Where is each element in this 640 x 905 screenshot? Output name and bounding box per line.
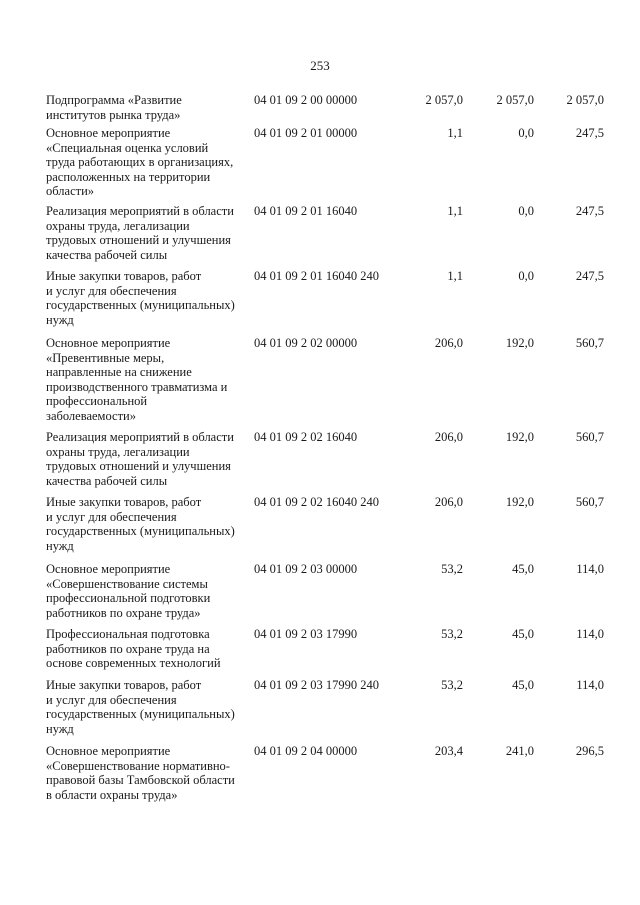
row-code: 04 01 09 2 03 17990 (254, 627, 358, 641)
row-description: Основное мероприятие «Совершенствование системы профессиональной подготовки работников по охране труда» (46, 562, 211, 620)
row-value-1: 206,0 (434, 430, 463, 444)
row-description: Основное мероприятие «Специальная оценка условий труда работающих в организациях, расположенных на территории области» (46, 126, 234, 199)
row-value-1: 1,1 (447, 204, 463, 218)
row-value-3: 560,7 (575, 336, 604, 350)
row-value-2: 0,0 (518, 269, 534, 283)
page-number: 253 (310, 58, 330, 73)
table-row (46, 430, 636, 495)
row-value-3: 247,5 (575, 126, 604, 140)
row-value-2: 2 057,0 (496, 93, 534, 107)
row-code: 04 01 09 2 02 16040 (254, 430, 358, 444)
row-code: 04 01 09 2 01 16040 240 (254, 269, 379, 283)
row-value-2: 45,0 (512, 627, 534, 641)
table-row (46, 93, 636, 126)
row-description: Профессиональная подготовка работников по охране труда на основе современных технологий (46, 627, 221, 671)
table-row (46, 336, 636, 430)
row-value-2: 45,0 (512, 678, 534, 692)
row-value-2: 0,0 (518, 126, 534, 140)
table-row (46, 744, 636, 810)
table-row (46, 126, 636, 204)
row-code: 04 01 09 2 00 00000 (254, 93, 358, 107)
row-description: Основное мероприятие «Превентивные меры, направленные на снижение производственного травматизма и профессиональной заболеваемости» (46, 336, 228, 423)
row-value-1: 1,1 (447, 126, 463, 140)
row-value-1: 206,0 (434, 495, 463, 509)
row-code: 04 01 09 2 03 17990 240 (254, 678, 379, 692)
row-value-2: 241,0 (505, 744, 534, 758)
row-code: 04 01 09 2 03 00000 (254, 562, 358, 576)
row-description: Иные закупки товаров, работ и услуг для обеспечения государственных (муниципальных) нужд (46, 269, 235, 327)
row-description: Иные закупки товаров, работ и услуг для обеспечения государственных (муниципальных) нужд (46, 678, 235, 736)
row-value-1: 2 057,0 (425, 93, 463, 107)
row-value-1: 53,2 (441, 562, 463, 576)
row-value-2: 192,0 (505, 430, 534, 444)
row-value-1: 53,2 (441, 678, 463, 692)
row-description: Реализация мероприятий в области охраны труда, легализации трудовых отношений и улучшения качества рабочей силы (46, 430, 234, 488)
row-code: 04 01 09 2 01 00000 (254, 126, 358, 140)
row-code: 04 01 09 2 04 00000 (254, 744, 358, 758)
table-row (46, 269, 636, 336)
table-row (46, 495, 636, 562)
row-value-3: 2 057,0 (566, 93, 604, 107)
row-value-2: 0,0 (518, 204, 534, 218)
row-description: Основное мероприятие «Совершенствование нормативно- правовой базы Тамбовской области в области охраны труда» (46, 744, 235, 802)
table-row (46, 204, 636, 269)
row-description: Реализация мероприятий в области охраны труда, легализации трудовых отношений и улучшения качества рабочей силы (46, 204, 234, 262)
row-code: 04 01 09 2 01 16040 (254, 204, 358, 218)
row-value-2: 45,0 (512, 562, 534, 576)
table-row (46, 627, 636, 678)
row-value-1: 206,0 (434, 336, 463, 350)
row-value-3: 247,5 (575, 204, 604, 218)
row-description: Иные закупки товаров, работ и услуг для обеспечения государственных (муниципальных) нужд (46, 495, 235, 553)
row-value-3: 114,0 (576, 627, 604, 641)
row-value-3: 296,5 (575, 744, 604, 758)
row-value-3: 560,7 (575, 430, 604, 444)
row-value-2: 192,0 (505, 495, 534, 509)
row-value-3: 114,0 (576, 678, 604, 692)
row-value-1: 53,2 (441, 627, 463, 641)
row-value-3: 114,0 (576, 562, 604, 576)
table-row (46, 562, 636, 627)
row-value-1: 203,4 (434, 744, 463, 758)
row-code: 04 01 09 2 02 16040 240 (254, 495, 379, 509)
row-value-1: 1,1 (447, 269, 463, 283)
row-value-3: 560,7 (575, 495, 604, 509)
row-description: Подпрограмма «Развитие институтов рынка труда» (46, 93, 182, 122)
table-row (46, 678, 636, 744)
row-value-3: 247,5 (575, 269, 604, 283)
row-value-2: 192,0 (505, 336, 534, 350)
budget-table (46, 93, 636, 810)
row-code: 04 01 09 2 02 00000 (254, 336, 358, 350)
